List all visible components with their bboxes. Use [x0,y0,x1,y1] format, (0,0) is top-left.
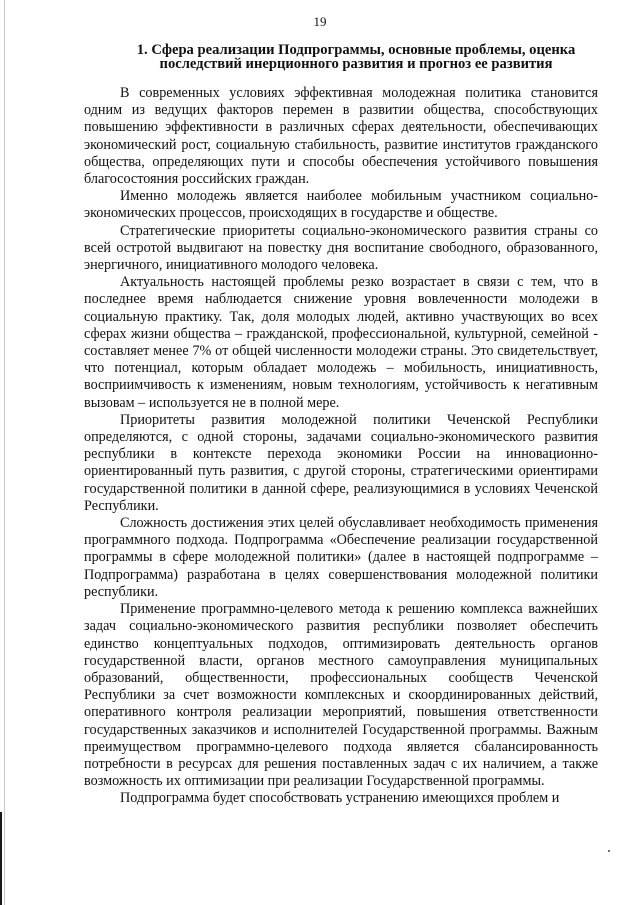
paragraph-2: Именно молодежь является наиболее мобильным участником социально-экономических процессов, происходящих в государстве и обществе. [84,188,598,222]
paragraph-4: Актуальность настоящей проблемы резко возрастает в связи с тем, что в последнее время наблюдается снижение уровня вовлеченности молодежи в социальную практику. Так, доля молодых людей, активно участвующих во всех сферах жизни общества – гражданской, профессиональной, культурной, семейной - составляет менее 7% от общей численности молодежи страны. Это свидетельствует, что потенциал, которым обладает молодежь – мобильность, инициативность, восприимчивость к изменениям, новым технологиям, устойчивость к негативным вызовам – используется не в полной мере. [84,274,598,411]
paragraph-1: В современных условиях эффективная молодежная политика становится одним из ведущих факторов перемен в развитии общества, способствующих повышению эффективности в различных сферах деятельности, обеспечивающих экономический рост, социальную стабильность, развитие институтов гражданского общества, определяющих пути и способы обеспечения устойчивого повышения благосостояния российских граждан. [84,85,598,188]
section-heading-line-2: последствий инерционного развития и прогноз ее развития [159,56,553,72]
page-number: 19 [313,14,327,29]
scan-edge-line [4,0,5,905]
scan-margin-mark [0,812,2,905]
paragraph-8: Подпрограмма будет способствовать устранению имеющихся проблем и [120,790,560,807]
paragraph-6: Сложность достижения этих целей обуславливает необходимость применения программного подхода. Подпрограмма «Обеспечение реализации государственной программы в сфере молодежной политики» (далее в настоящей подпрограмме – Подпрограмма) разработана в целях совершенствования молодежной политики республики. [84,515,598,600]
paragraph-3: Стратегические приоритеты социально-экономического развития страны со всей остротой выдвигают на повестку дня воспитание свободного, образованного, энергичного, инициативного молодого человека. [84,222,598,274]
body-text [84,85,598,808]
paragraph-5: Приоритеты развития молодежной политики Чеченской Республики определяются, с одной стороны, задачами социально-экономического развития республики в контексте перехода экономики России на инновационно-ориентированный путь развития, с другой стороны, стратегическими ориентирами государственной политики в данной сфере, реализующимися в условиях Чеченской Республики. [84,411,598,514]
paragraph-7: Применение программно-целевого метода к решению комплекса важнейших задач социально-экономического развития республики позволяет обеспечить единство концептуальных подходов, оптимизировать деятельность органов государственной власти, органов местного самоуправления муниципальных образований, общественности, профессиональных сообществ Чеченской Республики за счет возможности комплексных и скоординированных действий, оперативного контроля реализации мероприятий, повышения ответственности государственных заказчиков и исполнителей Государственной программы. Важным преимуществом программно-целевого подхода является сбалансированность потребности в ресурсах для решения поставленных задач с их наличием, а также возможность их оптимизации при реализации Государственной программы. [84,601,598,790]
section-heading [96,43,616,71]
scan-speck [608,850,610,852]
section-heading-line-1: 1. Сфера реализации Подпрограммы, основные проблемы, оценка [136,42,576,58]
